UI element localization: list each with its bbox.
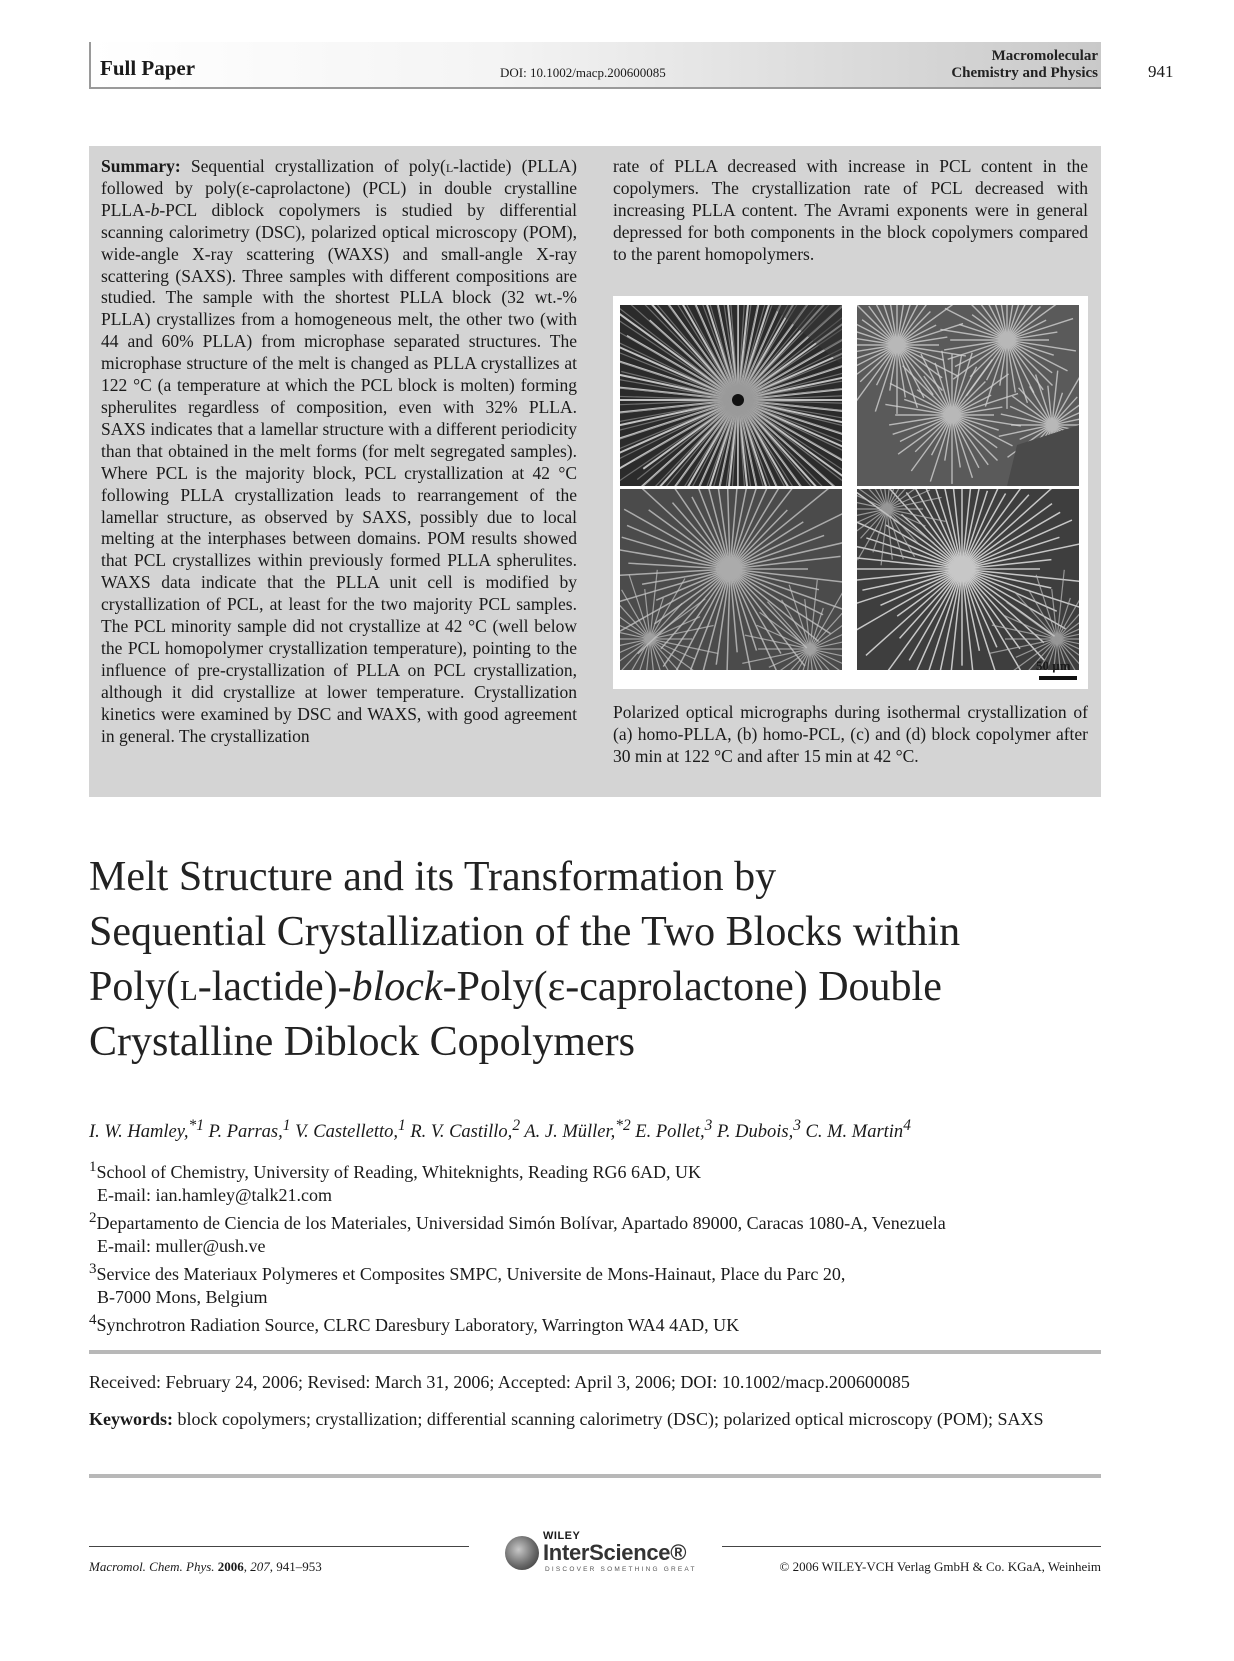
- micrograph-a: [620, 305, 842, 486]
- author: E. Pollet,$^3$: [635, 1117, 713, 1143]
- journal-name: [951, 48, 1098, 82]
- article-type: Full Paper: [100, 56, 196, 80]
- figure-caption: Polarized optical micrographs during isothermal crystallization of (a) homo-PLLA, (b) homo-PCL, (c) and (d) block copolymer after 30 min at 122 °C and after 15 min at 42 °C.: [613, 702, 1088, 766]
- received-dates: Received: February 24, 2006; Revised: March 31, 2006; Accepted: April 3, 2006; DOI: 10.1002/macp.200600085: [89, 1372, 910, 1392]
- summary-part-a: Sequential crystallization of poly(: [190, 156, 446, 176]
- author: V. Castelletto,$^1$: [295, 1117, 406, 1143]
- citation-pages: , 941–953: [269, 1559, 322, 1574]
- divider-top: [89, 1350, 1101, 1354]
- summary-text-continued: rate of PLLA decreased with increase in PCL content in the copolymers. The crystallization rate of PCL decreased with increasing PLLA content. The Avrami exponents were in general depressed for both components in the block copolymers compared to the parent homopolymers.: [613, 156, 1088, 264]
- divider-bottom: [89, 1474, 1101, 1478]
- citation-journal: Macromol. Chem. Phys.: [89, 1559, 215, 1574]
- author: P. Parras,$^1$: [208, 1117, 291, 1143]
- author: P. Dubois,$^3$: [716, 1117, 801, 1143]
- page-number: 941: [1148, 62, 1174, 81]
- keywords-text: block copolymers; crystallization; differential scanning calorimetry (DSC); polarized optical microscopy (POM); SAXS: [177, 1409, 1044, 1429]
- article-title: [89, 850, 1109, 1070]
- title-part: -Poly(ε-caprolactone) Double: [442, 964, 942, 1010]
- affiliation-2: $^2$Departamento de Ciencia de los Materiales, Universidad Simón Bolívar, Apartado 89000, Caracas 1080-A, Venezuela: [89, 1210, 946, 1233]
- micrograph-b: [857, 305, 1079, 486]
- title-line-2: Sequential Crystallization of the Two Blocks within: [89, 909, 961, 955]
- summary-part-b: -lactide) (PLLA) followed by poly(ε-caprolactone) (PCL) in double crystalline PLLA-: [101, 156, 577, 220]
- author: I. W. Hamley,$^{*1}$: [89, 1117, 204, 1143]
- footer-rule-right: [722, 1546, 1101, 1547]
- title-line-3: [89, 964, 942, 1010]
- summary-smallcaps-l: l: [445, 156, 454, 176]
- micrograph-c: [620, 489, 842, 670]
- title-line-1: Melt Structure and its Transformation by: [89, 854, 777, 900]
- title-italic: block: [351, 964, 443, 1010]
- scale-bar-label: 50 µm: [1036, 658, 1071, 673]
- author: C. M. Martin$^4$: [805, 1117, 911, 1143]
- author: A. J. Müller,$^{*2}$: [524, 1117, 631, 1143]
- affiliation-2-email[interactable]: E-mail: muller@ush.ve: [97, 1236, 266, 1256]
- keywords: [89, 1408, 1101, 1430]
- logo-tagline: DISCOVER SOMETHING GREAT: [545, 1566, 697, 1573]
- logo-brand-text: InterScience®: [543, 1540, 687, 1565]
- header-doi: DOI: 10.1002/macp.200600085: [500, 65, 666, 80]
- citation-year: 2006: [217, 1559, 244, 1574]
- summary-italic-b: b: [150, 199, 160, 220]
- wiley-interscience-logo: [493, 1528, 698, 1574]
- title-smallcaps: l: [180, 964, 198, 1010]
- journal-name-line2: Chemistry and Physics: [951, 65, 1098, 81]
- summary-label: Summary:: [101, 156, 181, 176]
- scale-bar: [1039, 676, 1077, 680]
- micrograph-d: [857, 489, 1079, 670]
- affiliation-1: $^1$School of Chemistry, University of Reading, Whiteknights, Reading RG6 6AD, UK: [89, 1159, 701, 1182]
- author: R. V. Castillo,$^2$: [410, 1117, 521, 1143]
- citation-volume: 207: [250, 1559, 270, 1574]
- copyright: © 2006 WILEY-VCH Verlag GmbH & Co. KGaA, Weinheim: [779, 1559, 1101, 1574]
- keywords-label: Keywords:: [89, 1409, 173, 1429]
- title-line-4: Crystalline Diblock Copolymers: [89, 1019, 635, 1065]
- summary-text: [101, 156, 577, 747]
- logo-wiley-text: WILEY: [543, 1530, 581, 1542]
- affiliations: [89, 1156, 1119, 1337]
- journal-name-line1: Macromolecular: [991, 48, 1098, 64]
- affiliation-4: $^4$Synchrotron Radiation Source, CLRC Daresbury Laboratory, Warrington WA4 4AD, UK: [89, 1312, 740, 1335]
- author-list: [89, 1115, 1139, 1143]
- affiliation-1-email[interactable]: E-mail: ian.hamley@talk21.com: [97, 1185, 333, 1205]
- title-part: -lactide)-: [197, 964, 352, 1010]
- affiliation-3-cont: B-7000 Mons, Belgium: [97, 1287, 268, 1307]
- globe-icon: [505, 1536, 539, 1570]
- journal-citation: Macromol. Chem. Phys. 2006, 207, 941–953: [89, 1559, 322, 1574]
- affiliation-3: $^3$Service des Materiaux Polymeres et Composites SMPC, Universite de Mons-Hainaut, Place du Parc 20,: [89, 1261, 846, 1284]
- footer-rule-left: [89, 1546, 469, 1547]
- title-part: Poly(: [89, 964, 181, 1010]
- summary-part-c: -PCL diblock copolymers is studied by differential scanning calorimetry (DSC), polarized optical microscopy (POM), wide-angle X-ray scattering (WAXS) and small-angle X-ray scattering (SAXS). Three samples with different compositions are studied. The sample with the shortest PLLA block (32 wt.-% PLLA) crystallizes from a homogeneous melt, the other two (with 44 and 60% PLLA) from microphase separated structures. The microphase structure of the melt is changed as PLLA crystallizes at 122 °C (a temperature at which the PCL block is molten) forming spherulites regardless of composition, even with 32% PLLA. SAXS indicates that a lamellar structure with a different periodicity than that obtained in the melt forms (for melt segregated samples). Where PCL is the majority block, PCL crystallization at 42 °C following PLLA crystallization leads to rearrangement of the lamellar structure, as observed by SAXS, possibly due to local melting at the interphases between domains. POM results showed that PCL crystallizes within previously formed PLLA spherulites. WAXS data indicate that the PLLA unit cell is modified by crystallization of PCL, at least for the two majority PCL samples. The PCL minority sample did not crystallize at 42 °C (well below the PCL homopolymer crystallization temperature), pointing to the influence of pre-crystallization of PLLA on PCL crystallization, although it did crystallize at lower temperature. Crystallization kinetics were examined by DSC and WAXS, with good agreement in general. The crystallization: [101, 199, 577, 746]
